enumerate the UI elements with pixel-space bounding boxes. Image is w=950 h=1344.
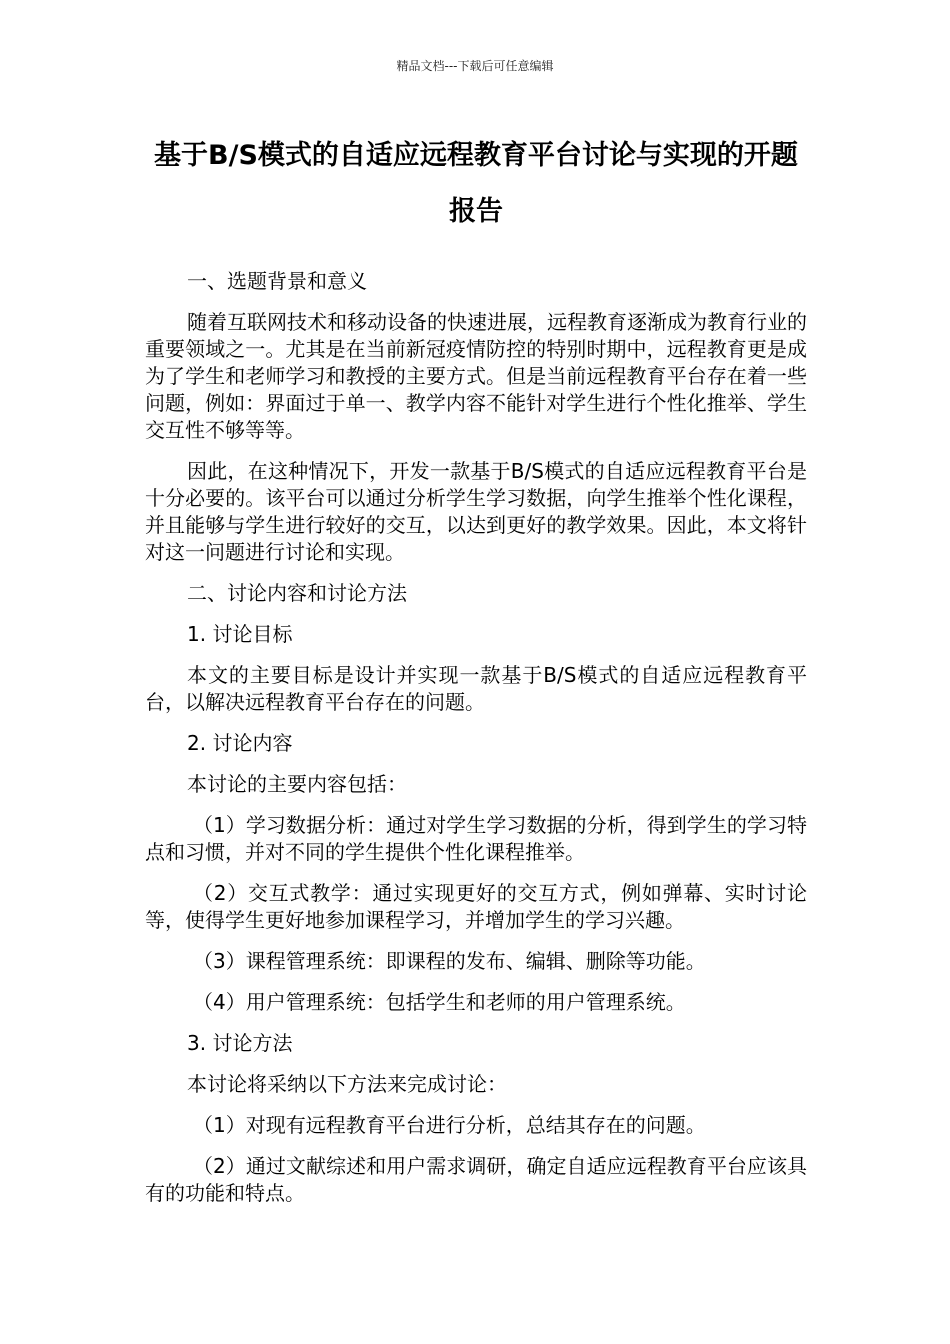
paragraph-method-intro: 本讨论将采纳以下方法来完成讨论： xyxy=(187,1072,507,1096)
document-body xyxy=(145,268,807,1221)
list-item-content-3: （3）课程管理系统：即课程的发布、编辑、删除等功能。 xyxy=(193,949,706,973)
section-heading-background: 一、选题背景和意义 xyxy=(187,269,367,293)
list-item-content-2: （2）交互式教学：通过实现更好的交互方式，例如弹幕、实时讨论等，使得学生更好地参加课程学习，并增加学生的学习兴趣。 xyxy=(145,881,807,932)
subheading-content: 2. 讨论内容 xyxy=(187,731,293,755)
paragraph-content-intro: 本讨论的主要内容包括： xyxy=(187,772,407,796)
subheading-method: 3. 讨论方法 xyxy=(187,1031,293,1055)
section-heading-content-method: 二、讨论内容和讨论方法 xyxy=(187,581,407,605)
header-note: 精品文档---下载后可任意编辑 xyxy=(396,59,554,73)
list-item-method-1: （1）对现有远程教育平台进行分析，总结其存在的问题。 xyxy=(193,1113,706,1137)
list-item-method-2: （2）通过文献综述和用户需求调研，确定自适应远程教育平台应该具有的功能和特点。 xyxy=(145,1154,807,1205)
document-title: 基于B/S模式的自适应远程教育平台讨论与实现的开题报告 xyxy=(154,140,798,227)
list-item-content-1: （1）学习数据分析：通过对学生学习数据的分析，得到学生的学习特点和习惯，并对不同的学生提供个性化课程推举。 xyxy=(145,813,807,864)
list-item-content-4: （4）用户管理系统：包括学生和老师的用户管理系统。 xyxy=(193,990,686,1014)
paragraph-goal: 本文的主要目标是设计并实现一款基于B/S模式的自适应远程教育平台，以解决远程教育平台存在的问题。 xyxy=(145,663,807,714)
paragraph-necessity: 因此，在这种情况下，开发一款基于B/S模式的自适应远程教育平台是十分必要的。该平台可以通过分析学生学习数据，向学生推举个性化课程，并且能够与学生进行较好的交互，以达到更好的教学效果。因此，本文将针对这一问题进行讨论和实现。 xyxy=(145,459,807,564)
paragraph-background: 随着互联网技术和移动设备的快速进展，远程教育逐渐成为教育行业的重要领域之一。尤其是在当前新冠疫情防控的特别时期中，远程教育更是成为了学生和老师学习和教授的主要方式。但是当前远程教育平台存在着一些问题，例如：界面过于单一、教学内容不能针对学生进行个性化推举、学生交互性不够等等。 xyxy=(145,310,807,442)
subheading-goal: 1. 讨论目标 xyxy=(187,622,293,646)
